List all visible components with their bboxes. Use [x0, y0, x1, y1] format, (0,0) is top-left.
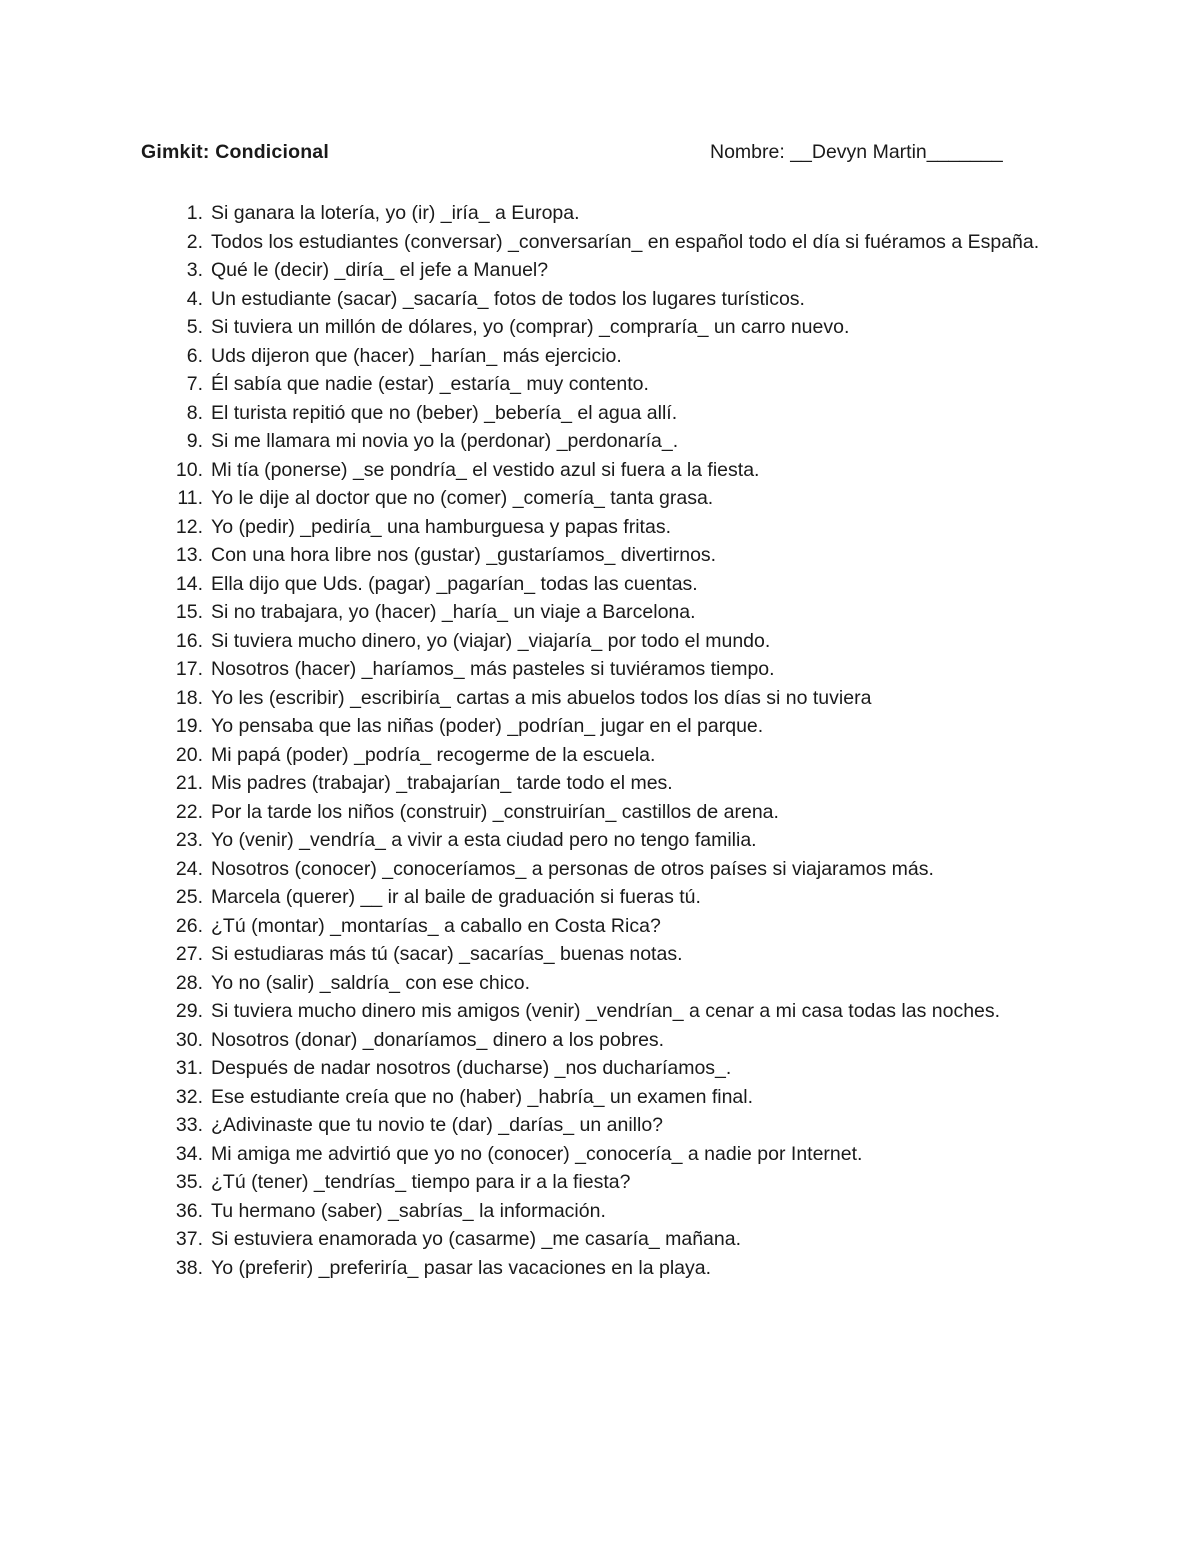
question-number: 21.: [175, 772, 203, 794]
question-text: Mi amiga me advirtió que yo no (conocer) _conocería_ a nadie por Internet.: [211, 1142, 863, 1165]
question-text: Si me llamara mi novia yo la (perdonar) _perdonaría_.: [211, 430, 679, 452]
question-number: 30.: [175, 1028, 203, 1051]
document-title: Gimkit: Condicional: [141, 141, 329, 163]
question-number: 2.: [186, 230, 203, 253]
question-item: [141, 598, 1061, 627]
question-number: 36.: [175, 1199, 203, 1222]
question-text: Tu hermano (saber) _sabrías_ la información.: [211, 1199, 606, 1222]
question-number: 26.: [175, 914, 203, 937]
question-text: Nosotros (conocer) _conoceríamos_ a personas de otros países si viajaramos más.: [211, 857, 934, 880]
question-number: 11.: [177, 487, 203, 509]
question-text: Nosotros (hacer) _haríamos_ más pasteles si tuviéramos tiempo.: [211, 658, 775, 680]
question-number: 33.: [175, 1114, 203, 1136]
question-item: [141, 456, 1061, 485]
question-number: 32.: [175, 1085, 203, 1108]
question-number: 3.: [186, 259, 203, 281]
question-number: 4.: [186, 287, 203, 310]
question-item: [141, 741, 1061, 770]
question-number: 16.: [175, 629, 203, 652]
question-item: [141, 969, 1061, 998]
question-item: [141, 484, 1061, 513]
question-item: [141, 798, 1061, 827]
question-number: 19.: [175, 715, 203, 737]
question-item: [141, 855, 1061, 884]
question-item: [141, 313, 1061, 342]
question-number: 14.: [175, 572, 203, 595]
question-text: ¿Tú (montar) _montarías_ a caballo en Costa Rica?: [211, 914, 661, 937]
question-item: [141, 1026, 1061, 1055]
question-item: [141, 1168, 1061, 1197]
question-text: Todos los estudiantes (conversar) _conversarían_ en español todo el día si fuéramos a España.: [211, 230, 1040, 253]
question-text: Un estudiante (sacar) _sacaría_ fotos de todos los lugares turísticos.: [211, 287, 805, 310]
question-item: [141, 1083, 1061, 1112]
question-text: Mi papá (poder) _podría_ recogerme de la escuela.: [211, 743, 656, 766]
question-text: Mi tía (ponerse) _se pondría_ el vestido azul si fuera a la fiesta.: [211, 458, 760, 481]
question-text: Yo (venir) _vendría_ a vivir a esta ciudad pero no tengo familia.: [211, 829, 757, 851]
question-number: 31.: [175, 1057, 203, 1079]
question-item: [141, 342, 1061, 371]
question-text: Después de nadar nosotros (ducharse) _nos ducharíamos_.: [211, 1057, 732, 1079]
question-number: 29.: [175, 1000, 203, 1022]
question-text: Si no trabajara, yo (hacer) _haría_ un viaje a Barcelona.: [211, 601, 696, 623]
question-item: [141, 570, 1061, 599]
question-number: 37.: [175, 1228, 203, 1250]
question-text: Yo les (escribir) _escribiría_ cartas a mis abuelos todos los días si no tuviera: [211, 686, 872, 709]
question-text: Yo pensaba que las niñas (poder) _podrían_ jugar en el parque.: [211, 715, 764, 737]
question-text: Qué le (decir) _diría_ el jefe a Manuel?: [211, 259, 549, 281]
question-item: [141, 684, 1061, 713]
question-item: [141, 1254, 1061, 1283]
question-text: El turista repitió que no (beber) _bebería_ el agua allí.: [211, 401, 678, 424]
question-item: [141, 285, 1061, 314]
question-item: [141, 199, 1061, 228]
question-item: [141, 883, 1061, 912]
question-text: Si tuviera mucho dinero mis amigos (venir) _vendrían_ a cenar a mi casa todas las noches.: [211, 1000, 1001, 1022]
question-number: 7.: [186, 373, 203, 395]
question-text: Yo le dije al doctor que no (comer) _comería_ tanta grasa.: [211, 487, 714, 509]
question-number: 24.: [175, 857, 203, 880]
question-text: Ella dijo que Uds. (pagar) _pagarían_ todas las cuentas.: [211, 572, 698, 595]
question-number: 35.: [175, 1171, 203, 1193]
question-text: Si estudiaras más tú (sacar) _sacarías_ buenas notas.: [211, 943, 683, 965]
question-number: 13.: [175, 544, 203, 566]
question-number: 20.: [175, 743, 203, 766]
question-number: 38.: [175, 1256, 203, 1279]
question-text: Marcela (querer) __ ir al baile de graduación si fueras tú.: [211, 886, 701, 908]
question-number: 22.: [175, 800, 203, 823]
question-item: [141, 655, 1061, 684]
question-item: [141, 399, 1061, 428]
question-text: Nosotros (donar) _donaríamos_ dinero a los pobres.: [211, 1028, 665, 1051]
question-number: 10.: [175, 458, 203, 481]
question-item: [141, 1054, 1061, 1083]
question-text: Yo (pedir) _pediría_ una hamburguesa y papas fritas.: [211, 515, 671, 538]
question-text: Mis padres (trabajar) _trabajarían_ tarde todo el mes.: [211, 772, 673, 794]
question-item: [141, 1225, 1061, 1254]
question-text: Él sabía que nadie (estar) _estaría_ muy contento.: [211, 373, 649, 395]
question-item: [141, 912, 1061, 941]
question-number: 17.: [175, 658, 203, 680]
question-item: [141, 427, 1061, 456]
question-number: 25.: [175, 886, 203, 908]
question-item: [141, 256, 1061, 285]
question-item: [141, 940, 1061, 969]
question-text: Yo no (salir) _saldría_ con ese chico.: [211, 971, 531, 994]
question-text: Yo (preferir) _preferiría_ pasar las vacaciones en la playa.: [211, 1256, 712, 1279]
question-item: [141, 1140, 1061, 1169]
question-number: 18.: [175, 686, 203, 709]
question-item: [141, 712, 1061, 741]
question-item: [141, 997, 1061, 1026]
question-text: Si ganara la lotería, yo (ir) _iría_ a Europa.: [211, 202, 580, 224]
question-text: ¿Tú (tener) _tendrías_ tiempo para ir a la fiesta?: [211, 1171, 631, 1193]
question-text: Si estuviera enamorada yo (casarme) _me casaría_ mañana.: [211, 1228, 742, 1250]
question-text: Uds dijeron que (hacer) _harían_ más ejercicio.: [211, 344, 622, 367]
question-text: Con una hora libre nos (gustar) _gustaríamos_ divertirnos.: [211, 544, 717, 566]
question-number: 9.: [186, 430, 203, 452]
question-number: 5.: [186, 316, 203, 338]
question-number: 12.: [175, 515, 203, 538]
question-item: [141, 826, 1061, 855]
question-item: [141, 513, 1061, 542]
question-number: 15.: [175, 601, 203, 623]
question-item: [141, 541, 1061, 570]
question-number: 28.: [175, 971, 203, 994]
question-list: [141, 199, 1061, 1282]
question-item: [141, 627, 1061, 656]
question-number: 1.: [186, 202, 203, 224]
question-item: [141, 370, 1061, 399]
student-name-line: Nombre: __Devyn Martin_______: [710, 141, 1003, 163]
question-item: [141, 769, 1061, 798]
question-item: [141, 1111, 1061, 1140]
question-number: 27.: [175, 943, 203, 965]
question-item: [141, 1197, 1061, 1226]
question-text: Ese estudiante creía que no (haber) _habría_ un examen final.: [211, 1085, 754, 1108]
document-header: [141, 141, 1061, 169]
question-item: [141, 228, 1061, 257]
question-text: ¿Adivinaste que tu novio te (dar) _darías_ un anillo?: [211, 1114, 664, 1136]
question-text: Si tuviera un millón de dólares, yo (comprar) _compraría_ un carro nuevo.: [211, 316, 850, 338]
question-text: Si tuviera mucho dinero, yo (viajar) _viajaría_ por todo el mundo.: [211, 629, 771, 652]
question-number: 8.: [186, 401, 203, 424]
question-number: 6.: [186, 344, 203, 367]
question-number: 23.: [175, 829, 203, 851]
question-text: Por la tarde los niños (construir) _construirían_ castillos de arena.: [211, 800, 779, 823]
question-number: 34.: [175, 1142, 203, 1165]
